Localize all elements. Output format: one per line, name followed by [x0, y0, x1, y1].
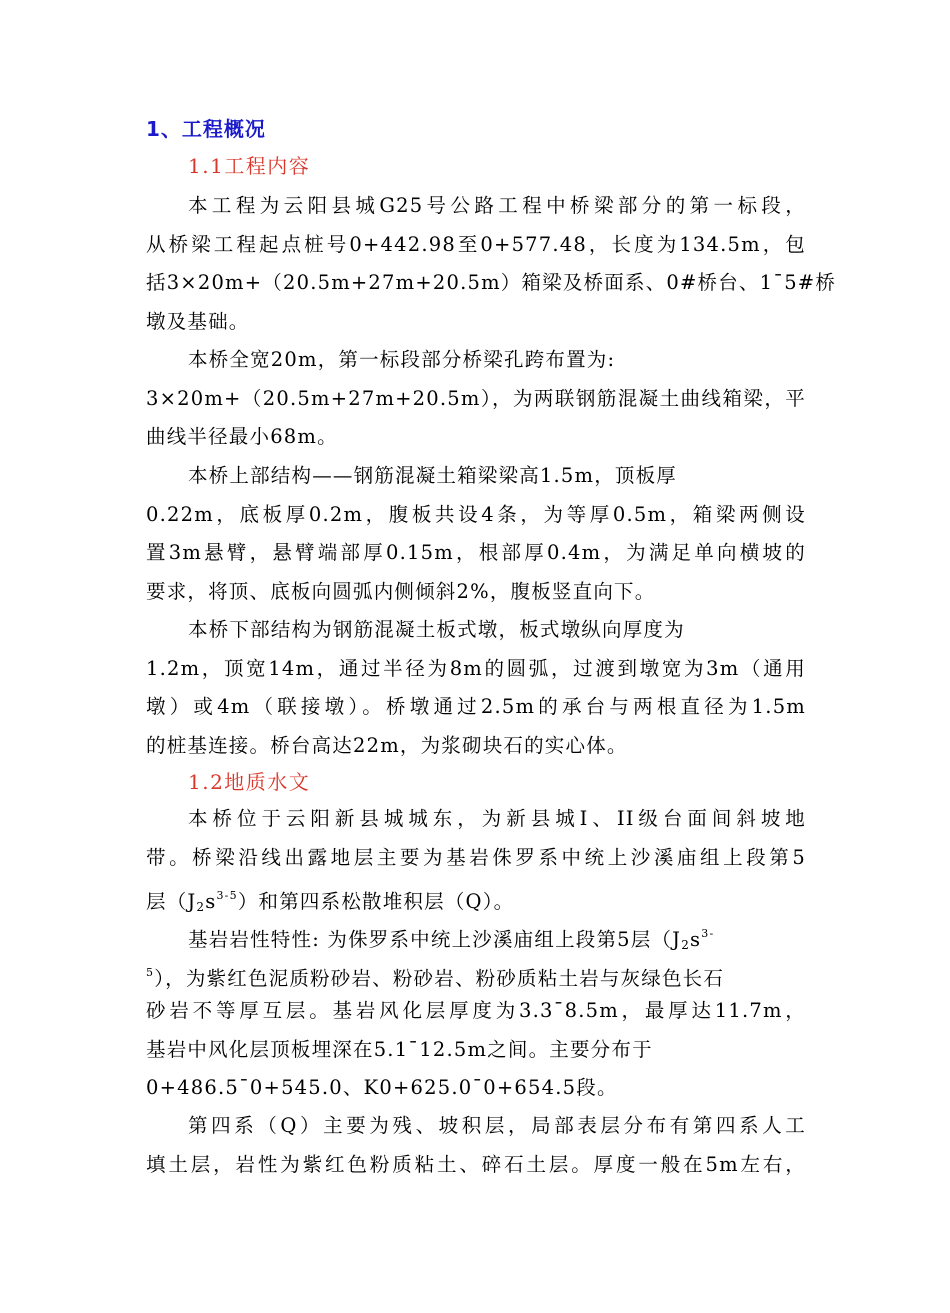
text-line: 本工程为云阳县城G25号公路工程中桥梁部分的第一标段，	[188, 194, 806, 217]
text-line: 要求，将顶、底板向圆弧内侧倾斜2%，腹板竖直向下。	[146, 579, 656, 603]
text-line: 从桥梁工程起点桩号0+442.98至0+577.48，长度为134.5m，包	[146, 232, 806, 256]
text-line: 括3×20m+（20.5m+27m+20.5m）箱梁及桥面系、0#桥台、1¯5#桥	[146, 271, 837, 294]
text-line: 本桥位于云阳新县城城东，为新县城I、II级台面间斜坡地	[188, 807, 806, 830]
subscript: 2	[196, 900, 206, 914]
text-line: 曲线半径最小68m。	[146, 425, 338, 448]
text-line: 砂岩不等厚互层。基岩风化层厚度为3.3¯8.5m，最厚达11.7m，	[146, 999, 806, 1022]
superscript: 3-	[701, 927, 715, 940]
text-line: 层$(J_2s^{3-5})$和第四系松散堆积层（Q）。	[146, 889, 515, 914]
subsection-heading-1-2: 1.2地质水文	[188, 770, 311, 794]
paragraph-bedrock	[146, 915, 806, 1108]
section-title: 1、工程概况	[146, 117, 266, 141]
text-line: 墩）或4m（联接墩）。桥墩通过2.5m的承台与两根直径为1.5m	[146, 695, 806, 718]
text-line: 本桥下部结构为钢筋混凝土板式墩，板式墩纵向厚度为	[188, 618, 685, 641]
superscript: 3-5	[216, 889, 238, 902]
text-line: 基岩岩性特性: 为侏罗系中统上沙溪庙组上段第5层（$J_2s^{3-}$	[188, 927, 715, 952]
text-line: 第四系（Q）主要为残、坡积层，局部表层分布有第四系人工	[188, 1114, 806, 1137]
text-line: 3×20m+（20.5m+27m+20.5m），为两联钢筋混凝土曲线箱梁，平	[146, 386, 806, 410]
text-line: 本桥全宽20m，第一标段部分桥梁孔跨布置为:	[188, 348, 616, 371]
subsection-heading-1-1: 1.1工程内容	[188, 154, 311, 178]
text-line: 0+486.5¯0+545.0、K0+625.0¯0+654.5段。	[146, 1076, 618, 1099]
text-line: 带。桥梁沿线出露地层主要为基岩侏罗系中统上沙溪庙组上段第5	[146, 845, 806, 869]
text-line: 填土层，岩性为紫红色粉质粘土、碎石土层。厚度一般在5m左右，	[146, 1152, 806, 1176]
subscript: 2	[681, 938, 691, 952]
text-line: 1.2m，顶宽14m，通过半径为8m的圆弧，过渡到墩宽为3m（通用	[146, 656, 806, 680]
paragraph-location	[146, 800, 806, 916]
text-line: 0.22m，底板厚0.2m，腹板共设4条，为等厚0.5m，箱梁两侧设	[146, 502, 806, 526]
paragraph-quaternary	[146, 1107, 806, 1184]
paragraph-superstructure	[146, 457, 806, 611]
text-line: 的桩基连接。桥台高达22m，为浆砌块石的实心体。	[146, 733, 628, 757]
text-line: $^5$），为紫红色泥质粉砂岩、粉砂岩、粉砂质粘土岩与灰绿色长石	[146, 965, 725, 990]
text-line: 墩及基础。	[146, 309, 250, 333]
paragraph-scope	[146, 187, 837, 341]
paragraph-substructure	[146, 611, 806, 765]
superscript: 5	[146, 965, 155, 979]
text-line: 本桥上部结构——钢筋混凝土箱梁梁高1.5m，顶板厚	[188, 464, 678, 487]
paragraph-bridge-width	[146, 341, 806, 457]
text-line: 置3m悬臂，悬臂端部厚0.15m，根部厚0.4m，为满足单向横坡的	[146, 541, 806, 564]
text-line: 基岩中风化层顶板埋深在5.1¯12.5m之间。主要分布于	[146, 1037, 653, 1061]
